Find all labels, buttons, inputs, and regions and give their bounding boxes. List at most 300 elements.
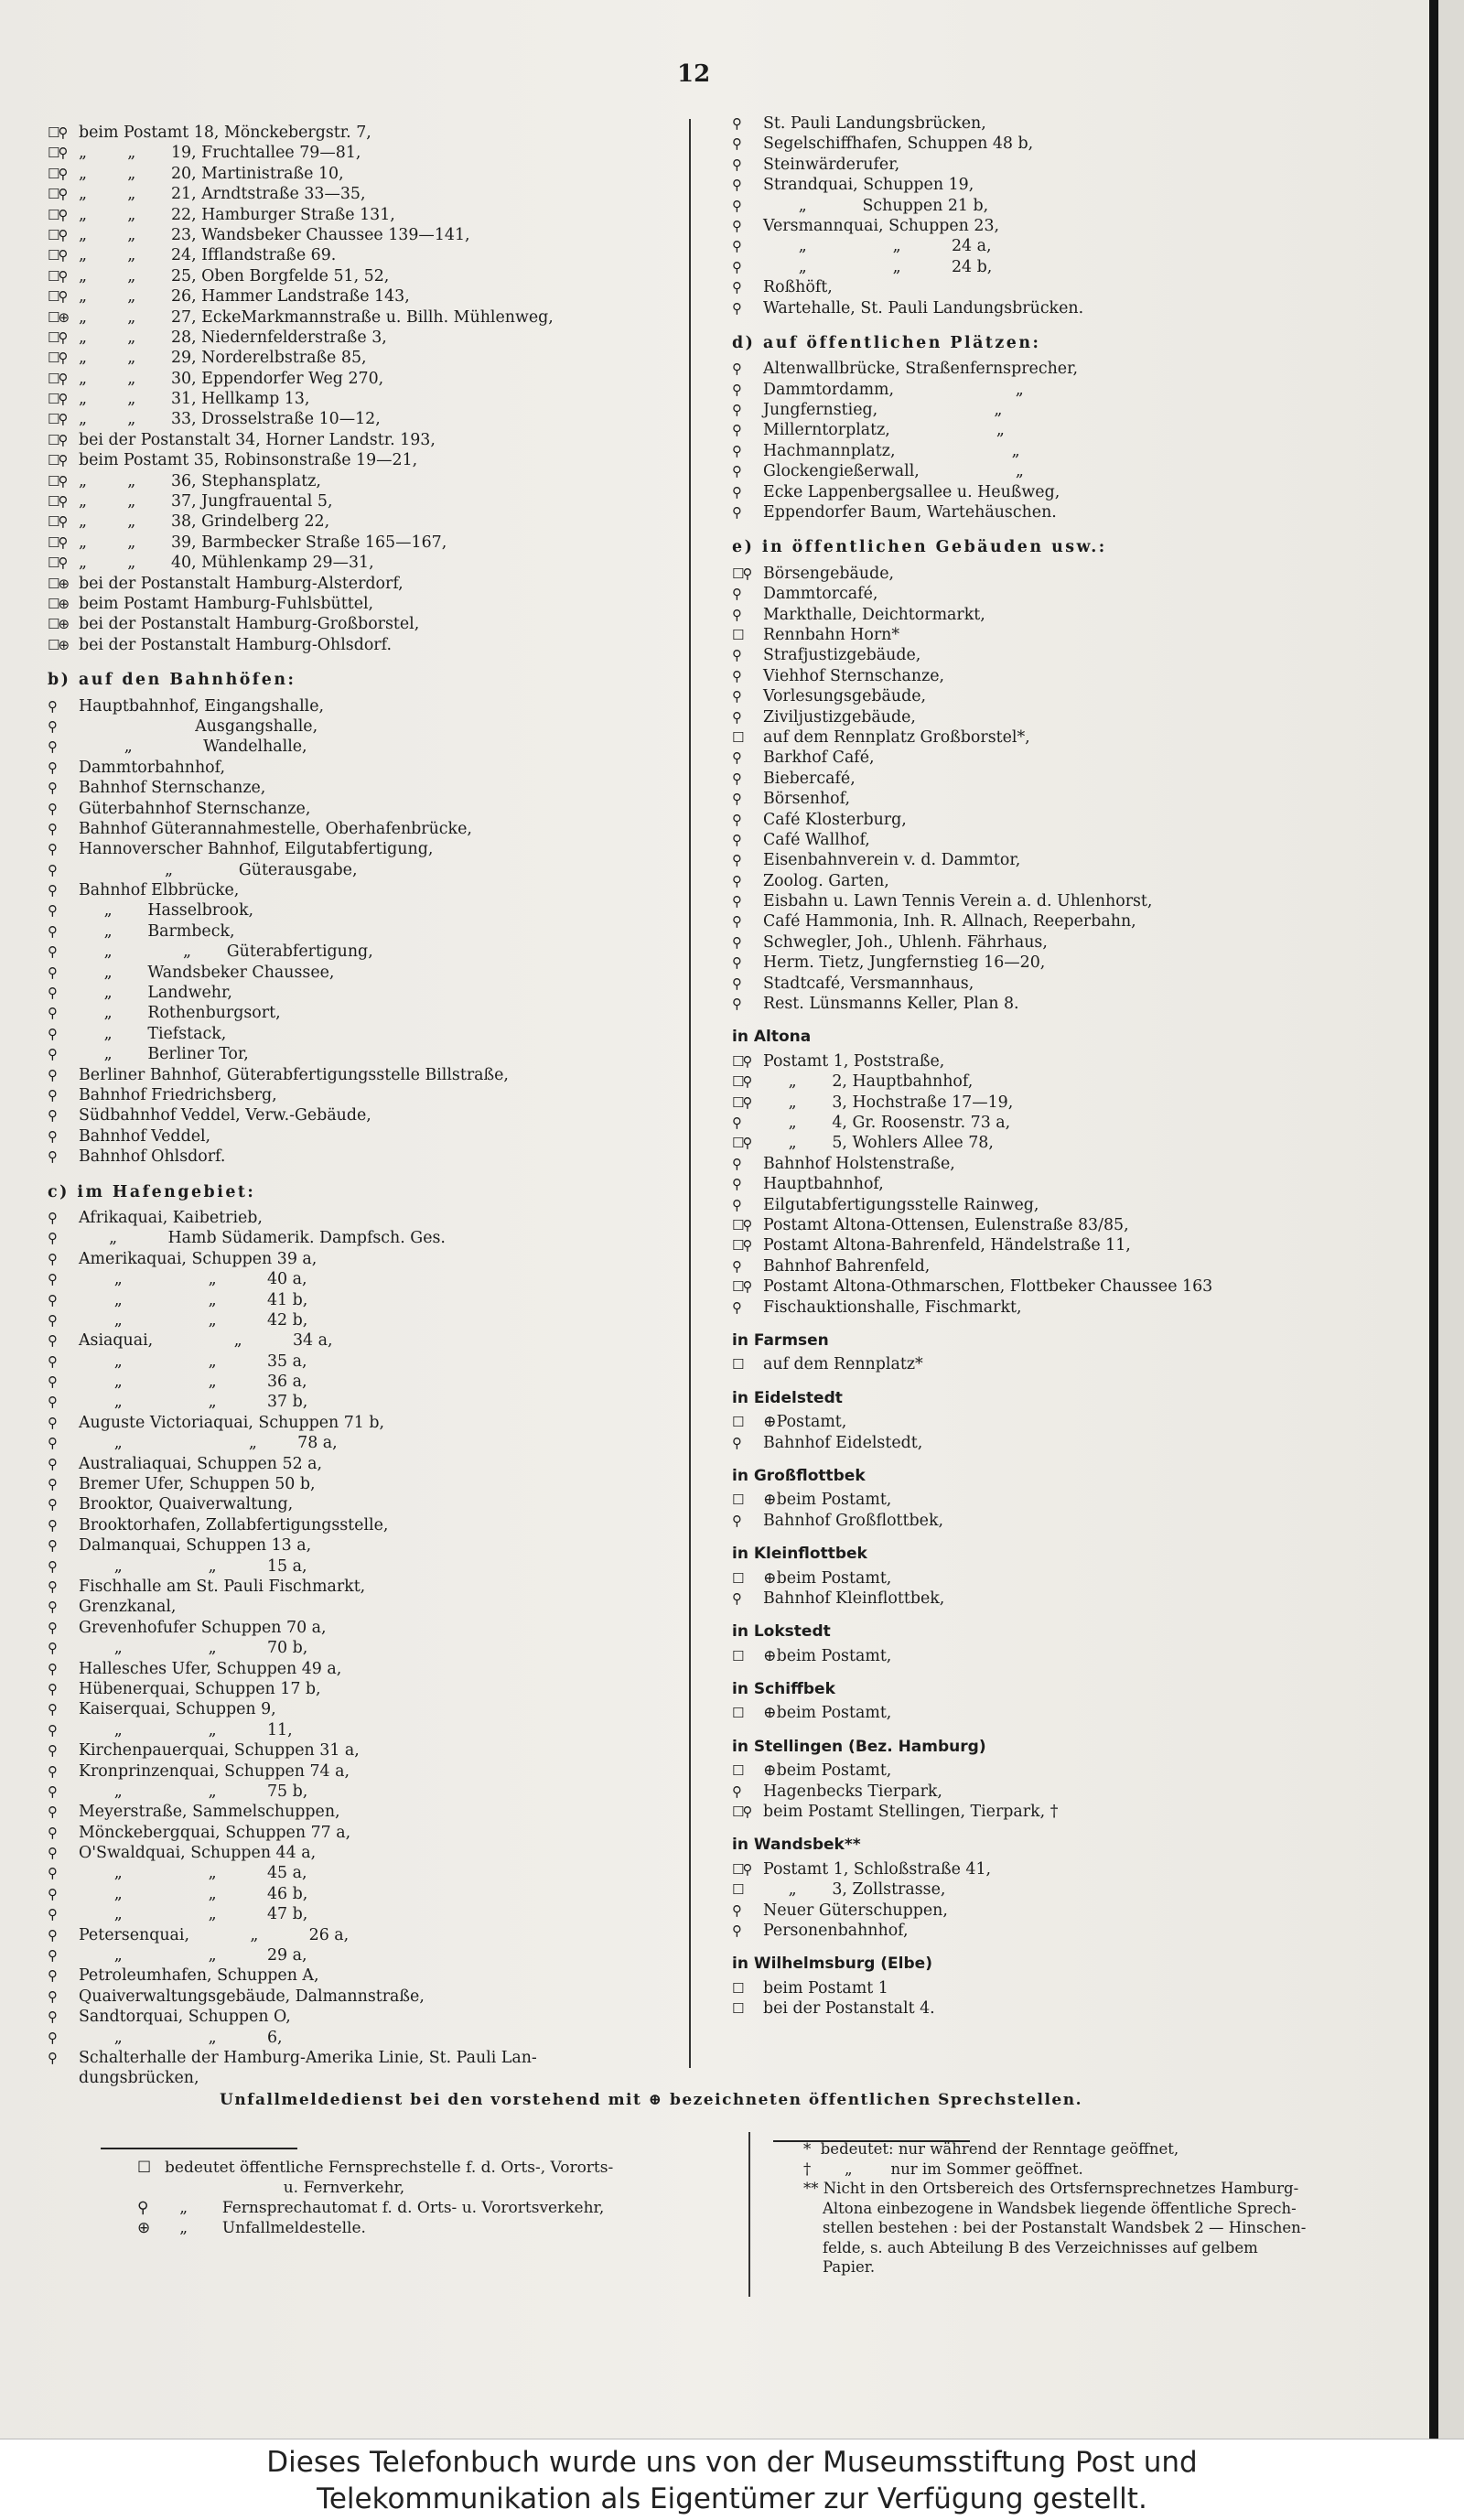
list-item [732, 1276, 1427, 1297]
list-item [48, 1024, 725, 1044]
entry-text: St. Pauli Landungsbrücken, [763, 114, 986, 133]
list-item [48, 635, 725, 655]
entry-text: Bahnhof Veddel, [79, 1126, 211, 1146]
entry-text: „ „ 78 a, [79, 1434, 338, 1453]
symbol-icon: ☐⚲ [732, 1860, 751, 1878]
symbol-legend [137, 2158, 741, 2238]
entry-text: „ „ 35 a, [79, 1352, 307, 1371]
list-item [48, 553, 725, 573]
entry-text: „ 2, Hauptbahnhof, [763, 1072, 974, 1092]
list-item [732, 1051, 1427, 1072]
section-d-list [732, 359, 1427, 522]
list-item [48, 1228, 725, 1248]
entry-text: Schalterhalle der Hamburg-Amerika Linie, St. Pauli Lan- [79, 2048, 537, 2067]
symbol-icon: ⚲ [732, 361, 740, 378]
symbol-icon: ☐⚲ [48, 165, 67, 182]
entry-text: „ „ 46 b, [79, 1884, 308, 1903]
symbol-icon: ☐⚲ [48, 145, 67, 162]
symbol-icon: ☐⚲ [732, 1237, 751, 1255]
entry-text: „ Barmbeck, [79, 921, 235, 941]
entry-text: „ „ 27, EckeMarkmannstraße u. Billh. Mühlenweg, [79, 307, 554, 327]
symbol-icon: ⚲ [48, 1762, 56, 1780]
symbol-icon: ☐⚲ [48, 124, 67, 141]
entry-text: Sandtorquai, Schuppen O, [79, 2008, 291, 2027]
symbol-icon: ⚲ [48, 1721, 56, 1739]
symbol-icon: ⚲ [48, 1476, 56, 1493]
list-item [732, 1174, 1427, 1194]
list-item [48, 799, 725, 819]
symbol-icon: ☐ [732, 1647, 743, 1664]
entry-text: Börsengebäude, [763, 564, 895, 583]
list-item [48, 143, 725, 163]
entry-text: „ „ 11, [79, 1720, 293, 1739]
entry-text: „ „ 38, Grindelberg 22, [79, 512, 330, 532]
symbol-icon: ☐⚲ [48, 350, 67, 367]
entry-text: ⊕Postamt, [763, 1413, 847, 1432]
entry-text: Fischhalle am St. Pauli Fischmarkt, [79, 1577, 366, 1596]
entry-text: Dammtorcafé, [763, 585, 878, 604]
symbol-icon: ⚲ [732, 667, 740, 684]
list-item [48, 839, 725, 859]
legend-symbol-icon: ⚲ [137, 2199, 149, 2217]
entry-text: Vorlesungsgebäude, [763, 687, 927, 706]
list-item [48, 348, 725, 368]
symbol-icon: ☐ [732, 1762, 743, 1780]
entry-text: „ „ 40 a, [79, 1270, 307, 1289]
entry-text: Eilgutabfertigungsstelle Rainweg, [763, 1195, 1039, 1214]
symbol-icon: ☐⚲ [48, 411, 67, 428]
entry-text: Millerntorplatz, „ [763, 421, 1005, 440]
list-item [48, 1352, 725, 1372]
symbol-icon: ☐⚲ [732, 1052, 751, 1070]
entry-text: „ Hasselbrook, [79, 901, 254, 921]
list-item [732, 727, 1427, 748]
symbol-icon: ☐ [732, 1979, 743, 1997]
entry-text: Asiaquai, „ 34 a, [79, 1331, 333, 1351]
symbol-icon: ⚲ [732, 996, 740, 1013]
altona-list [732, 1051, 1427, 1318]
symbol-icon: ⚲ [48, 1230, 56, 1247]
list-item [732, 1490, 1427, 1510]
entry-text: „ 3, Hochstraße 17—19, [763, 1093, 1014, 1112]
list-item [732, 1782, 1427, 1802]
list-item [732, 1093, 1427, 1113]
list-item [48, 983, 725, 1003]
entry-text: Dalmanquai, Schuppen 13 a, [79, 1536, 312, 1556]
symbol-icon: ☐ [732, 2000, 743, 2018]
symbol-icon: ⚲ [48, 1804, 56, 1821]
list-item [732, 1256, 1427, 1276]
list-item [48, 1065, 725, 1085]
legend-rule [101, 2148, 297, 2149]
entry-text: Bahnhof Bahrenfeld, [763, 1256, 931, 1276]
entry-text: „ „ 28, Niedernfelderstraße 3, [79, 328, 387, 347]
list-item [48, 184, 725, 204]
list-item [48, 594, 725, 614]
entry-text: Grevenhofufer Schuppen 70 a, [79, 1618, 327, 1637]
symbol-icon: ⚲ [732, 954, 740, 972]
list-item [732, 1588, 1427, 1609]
entry-text: „ Rothenburgsort, [79, 1004, 281, 1023]
entry-text: Petroleumhafen, Schuppen A, [79, 1966, 319, 1986]
symbol-icon: ⚲ [48, 985, 56, 1002]
list-item [732, 769, 1427, 789]
symbol-icon: ☐⚲ [48, 391, 67, 408]
section-d-title: d) auf öffentlichen Plätzen: [732, 333, 1041, 352]
symbol-icon: ☐⚲ [48, 186, 67, 203]
symbol-icon: ⚲ [732, 463, 740, 480]
list-item [732, 277, 1427, 297]
entry-text: Afrikaquai, Kaibetrieb, [79, 1208, 263, 1227]
legend-text: u. Fernverkehr, [165, 2179, 405, 2197]
entry-text: „ 5, Wohlers Allee 78, [763, 1134, 994, 1153]
entry-text: „ „ 41 b, [79, 1290, 308, 1309]
list-item [48, 1618, 725, 1638]
symbol-icon: ☐ [732, 627, 743, 644]
symbol-icon: ☐⚲ [48, 431, 67, 448]
entry-text: „ Wandelhalle, [79, 738, 307, 757]
entry-text: Amerikaquai, Schuppen 39 a, [79, 1249, 318, 1268]
list-item [48, 2028, 725, 2048]
list-item [48, 860, 725, 880]
list-item [48, 409, 725, 429]
entry-text: beim Postamt 35, Robinsonstraße 19—21, [79, 451, 418, 470]
symbol-icon: ⚲ [48, 1742, 56, 1760]
list-item [48, 1965, 725, 1986]
list-item [732, 1354, 1427, 1374]
list-item [732, 482, 1427, 502]
place-list [732, 1646, 1427, 1666]
list-item [732, 748, 1427, 768]
entry-text: Brooktor, Quaiverwaltung, [79, 1495, 294, 1514]
entry-text: „ „ 75 b, [79, 1782, 308, 1801]
entry-text: auf dem Rennplatz Großborstel*, [763, 727, 1030, 747]
list-item [732, 441, 1427, 461]
list-item [48, 1044, 725, 1064]
entry-text: Hauptbahnhof, Eingangshalle, [79, 696, 325, 716]
symbol-icon: ⚲ [732, 708, 740, 726]
symbol-icon: ⚲ [48, 1845, 56, 1862]
list-item [732, 1646, 1427, 1666]
symbol-icon: ⚲ [732, 1196, 740, 1213]
list-item [48, 1782, 725, 1802]
ownership-banner [0, 2439, 1464, 2520]
symbol-icon: ⚲ [732, 1298, 740, 1316]
symbol-icon: ☐ [732, 1705, 743, 1722]
symbol-icon: ⚲ [48, 1906, 56, 1923]
list-item [732, 502, 1427, 522]
symbol-icon: ⚲ [48, 1005, 56, 1022]
list-item [48, 1269, 725, 1289]
entry-text: „ „ 47 b, [79, 1905, 308, 1924]
entry-text: Bahnhof Sternschanze, [79, 779, 266, 798]
place-list [732, 1859, 1427, 1942]
list-item [732, 1133, 1427, 1153]
symbol-icon: ⚲ [732, 504, 740, 522]
entry-text: „ 4, Gr. Roosenstr. 73 a, [763, 1114, 1011, 1133]
symbol-icon: ⚲ [732, 1922, 740, 1940]
symbol-icon: ⚲ [732, 933, 740, 951]
symbol-icon: ☐⚲ [732, 1804, 751, 1821]
list-item [48, 512, 725, 532]
list-item [732, 564, 1427, 584]
symbol-icon: ⚲ [48, 1107, 56, 1125]
section-e-list [732, 564, 1427, 1015]
symbol-icon: ⚲ [48, 820, 56, 837]
symbol-icon: ⚲ [732, 688, 740, 705]
entry-text: ⊕beim Postamt, [763, 1704, 892, 1723]
symbol-icon: ⚲ [732, 197, 740, 214]
place-title: in Lokstedt [732, 1622, 831, 1642]
list-item [732, 380, 1427, 400]
list-item [48, 1577, 725, 1597]
list-item [48, 1290, 725, 1310]
entry-text: „ „ 29 a, [79, 1946, 307, 1965]
list-item [732, 134, 1427, 154]
symbol-icon: ☐⊕ [48, 616, 69, 633]
symbol-icon: ⚲ [732, 975, 740, 992]
legend-symbol-icon: ☐ [137, 2159, 152, 2177]
symbol-icon: ⚲ [48, 1557, 56, 1575]
entry-text: Wartehalle, St. Pauli Landungsbrücken. [763, 298, 1084, 318]
symbol-icon: ⚲ [732, 217, 740, 234]
list-item [732, 1802, 1427, 1822]
symbol-icon: ⚲ [732, 1434, 740, 1451]
list-item [48, 1535, 725, 1556]
entry-text: „ Güterausgabe, [79, 860, 358, 879]
symbol-icon: ⚲ [48, 1496, 56, 1513]
symbol-icon: ⚲ [732, 115, 740, 132]
list-item [732, 891, 1427, 911]
list-item [48, 2068, 725, 2088]
list-item [48, 491, 725, 512]
entry-text: Kronprinzenquai, Schuppen 74 a, [79, 1761, 350, 1781]
list-item [732, 196, 1427, 216]
list-item [732, 1901, 1427, 1921]
symbol-icon: ⚲ [732, 893, 740, 910]
entry-text: Postamt 1, Schloßstraße 41, [763, 1859, 992, 1879]
entry-text: „ „ Güterabfertigung, [79, 942, 373, 962]
list-item [732, 1215, 1427, 1235]
page-edge-shadow [1429, 0, 1438, 2439]
entry-text: Bahnhof Güterannahmestelle, Oberhafenbrücke, [79, 819, 472, 838]
section-b-list [48, 696, 725, 1168]
list-item [48, 450, 725, 470]
symbol-icon: ⚲ [48, 1066, 56, 1083]
entry-text: „ Wandsbeker Chaussee, [79, 963, 335, 982]
entry-text: „ „ 37, Jungfrauental 5, [79, 492, 333, 512]
list-item [732, 1195, 1427, 1215]
entry-text: ⊕beim Postamt, [763, 1491, 892, 1510]
symbol-icon: ⚲ [48, 922, 56, 940]
list-item [48, 1003, 725, 1023]
list-item [48, 533, 725, 553]
place-title: in Stellingen (Bez. Hamburg) [732, 1737, 986, 1756]
list-item [48, 1310, 725, 1330]
legend-text: „ Fernsprechautomat f. d. Orts- u. Vorortsverkehr, [165, 2199, 605, 2217]
entry-text: „ „ 36 a, [79, 1373, 307, 1392]
symbol-icon: ⚲ [48, 861, 56, 878]
symbol-icon: ⚲ [732, 483, 740, 501]
list-item [732, 1703, 1427, 1723]
symbol-icon: ☐ [732, 728, 743, 746]
entry-text: Eisbahn u. Lawn Tennis Verein a. d. Uhlenhorst, [763, 892, 1153, 911]
list-item [48, 286, 725, 307]
entry-text: Neuer Güterschuppen, [763, 1901, 948, 1920]
list-item [48, 942, 725, 962]
entry-text: Stadtcafé, Versmannhaus, [763, 974, 974, 993]
list-item [732, 1859, 1427, 1879]
list-item [48, 963, 725, 983]
entry-text: „ Schuppen 21 b, [763, 196, 989, 215]
list-item [48, 1413, 725, 1433]
entry-text: Postamt 1, Poststraße, [763, 1051, 945, 1071]
list-item [732, 584, 1427, 604]
list-item [732, 1921, 1427, 1941]
symbol-icon: ⚲ [48, 1148, 56, 1166]
entry-text: Rennbahn Horn* [763, 626, 900, 645]
entry-text: Bahnhof Eidelstedt, [763, 1433, 923, 1452]
symbol-icon: ⚲ [48, 902, 56, 920]
entry-text: „ „ 24 a, [763, 237, 992, 256]
entry-text: Dammtorbahnhof, [79, 758, 225, 777]
symbol-icon: ⚲ [732, 606, 740, 623]
footer-divider [748, 2132, 750, 2297]
entry-text: Altenwallbrücke, Straßenfernsprecher, [763, 360, 1079, 379]
list-item [48, 1330, 725, 1351]
list-item [732, 1412, 1427, 1432]
entry-text: beim Postamt Hamburg-Fuhlsbüttel, [79, 594, 374, 613]
symbol-icon: ⚲ [732, 811, 740, 828]
legend-symbol-icon: ⊕ [137, 2219, 151, 2237]
symbol-icon: ⚲ [48, 943, 56, 961]
entry-text: auf dem Rennplatz* [763, 1355, 923, 1374]
list-item [48, 430, 725, 450]
list-item [48, 164, 725, 184]
list-item [48, 1925, 725, 1945]
symbol-icon: ⚲ [732, 749, 740, 767]
entry-text: „ „ 15 a, [79, 1556, 307, 1576]
symbol-icon: ⚲ [48, 882, 56, 899]
entry-text: „ „ 26, Hammer Landstraße 143, [79, 287, 410, 307]
entry-text: „ „ 22, Hamburger Straße 131, [79, 205, 395, 224]
banner-line-1: Dieses Telefonbuch wurde uns von der Museumsstiftung Post und [266, 2446, 1198, 2479]
symbol-icon: ⚲ [48, 1209, 56, 1226]
symbol-icon: ⚲ [48, 1782, 56, 1800]
list-item [48, 1740, 725, 1761]
symbol-icon: ⚲ [732, 1115, 740, 1132]
symbol-icon: ☐⊕ [48, 575, 69, 592]
entry-text: Bahnhof Friedrichsberg, [79, 1085, 277, 1104]
list-item [48, 880, 725, 900]
entry-text: Eppendorfer Baum, Wartehäuschen. [763, 503, 1057, 522]
symbol-icon: ⚲ [48, 1926, 56, 1944]
entry-text: „ „ 42 b, [79, 1310, 308, 1330]
symbol-icon: ☐⚲ [732, 565, 751, 582]
footnote-line: Altona einbezogene in Wandsbek liegende öffentliche Sprech- [803, 2199, 1297, 2217]
entry-text: „ „ 21, Arndtstraße 33—35, [79, 185, 366, 204]
list-item [48, 1147, 725, 1167]
list-item [48, 369, 725, 389]
entry-text: Auguste Victoriaquai, Schuppen 71 b, [79, 1413, 385, 1432]
place-list [732, 1568, 1427, 1610]
section-c-list [48, 1208, 725, 2089]
list-item [732, 236, 1427, 256]
list-item [48, 758, 725, 778]
place-title: in Eidelstedt [732, 1388, 843, 1407]
entry-text: „ Hamb Südamerik. Dampfsch. Ges. [79, 1229, 446, 1248]
symbol-icon: ☐⊕ [48, 636, 69, 653]
list-item [732, 605, 1427, 625]
legend-text: „ Unfallmeldestelle. [165, 2219, 366, 2237]
symbol-icon: ⚲ [732, 135, 740, 153]
list-item [732, 625, 1427, 645]
list-item [48, 225, 725, 245]
symbol-icon: ⚲ [732, 1589, 740, 1607]
symbol-icon: ☐⚲ [48, 206, 67, 223]
entry-text: „ „ 29, Norderelbstraße 85, [79, 349, 367, 368]
list-item [48, 1659, 725, 1679]
legend-item [137, 2218, 741, 2238]
entry-text: Meyerstraße, Sammelschuppen, [79, 1803, 340, 1822]
symbol-icon: ⚲ [48, 841, 56, 858]
place-title: in Wilhelmsburg (Elbe) [732, 1955, 932, 1974]
entry-text: „ „ 20, Martinistraße 10, [79, 164, 344, 183]
footnote-line: Papier. [803, 2258, 876, 2276]
entry-text: Café Wallhof, [763, 830, 870, 849]
entry-text: Barkhof Café, [763, 748, 875, 768]
entry-text: „ Tiefstack, [79, 1024, 227, 1043]
list-item [732, 113, 1427, 134]
entry-text: Quaiverwaltungsgebäude, Dalmannstraße, [79, 1987, 425, 2006]
symbol-icon: ⚲ [732, 1901, 740, 1919]
list-item [48, 1249, 725, 1269]
symbol-icon: ⚲ [732, 422, 740, 439]
symbol-icon: ⚲ [48, 1352, 56, 1370]
entry-text: „ „ 40, Mühlenkamp 29—31, [79, 554, 374, 573]
list-item [48, 1372, 725, 1392]
symbol-icon: ⚲ [48, 1046, 56, 1063]
symbol-icon: ⚲ [48, 1435, 56, 1452]
symbol-icon: ⚲ [732, 586, 740, 603]
entry-text: „ „ 39, Barmbecker Straße 165—167, [79, 533, 447, 552]
list-item [732, 1235, 1427, 1255]
list-item [48, 1638, 725, 1658]
list-item [48, 2007, 725, 2027]
list-item [732, 1298, 1427, 1318]
symbol-icon: ⚲ [48, 1660, 56, 1677]
list-item [732, 994, 1427, 1014]
list-item [48, 819, 725, 839]
list-item [732, 1978, 1427, 1998]
list-item [48, 1556, 725, 1577]
entry-text: beim Postamt Stellingen, Tierpark, † [763, 1803, 1059, 1822]
entry-text: Café Hammonia, Inh. R. Allnach, Reeperbahn, [763, 912, 1136, 932]
entry-text: Jungfernstieg, „ [763, 401, 1003, 420]
list-item [732, 871, 1427, 891]
list-item [732, 830, 1427, 850]
footnote-line: stellen bestehen : bei der Postanstalt Wandsbek 2 — Hinschen- [803, 2219, 1307, 2236]
symbol-icon: ⚲ [48, 1291, 56, 1308]
list-item [48, 1945, 725, 1965]
section-c-title: c) im Hafengebiet: [48, 1182, 256, 1201]
list-item [732, 461, 1427, 481]
list-item [732, 645, 1427, 665]
symbol-icon: ☐⚲ [48, 328, 67, 346]
symbol-icon: ☐⊕ [48, 308, 69, 326]
entry-text: Ecke Lappenbergsallee u. Heußweg, [763, 482, 1060, 501]
legend-item [137, 2178, 741, 2198]
